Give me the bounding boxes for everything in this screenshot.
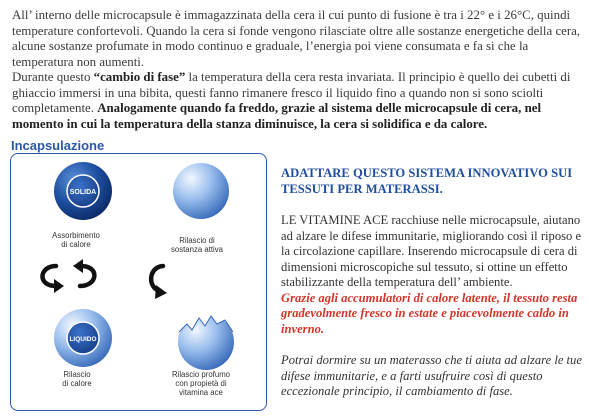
cycle-arrowhead-left [54,279,64,293]
single-arrowhead [155,285,167,299]
right-heading: ADATTARE QUESTO SISTEMA INNOVATIVO SUI TESSUTI PER MATERASSI. [281,166,573,196]
label-assorbimento-line2: di calore [61,240,91,249]
intro-phase-change: “cambio di fase” [93,70,186,84]
intro-paragraph-1: All’ interno delle microcapsule è immagazzinata della cera il cui punto di fusione è tra i 22° e i 26°C, quindi temperature confortevoli. Quando la cera si fonde vengono rilasciate oltre alle sostanze energetiche della cera, alcune sostanze profumate in modo continuo e graduale, l’energia poi viene consumata e fa si che la temperatura non aumenti. [12,8,581,69]
intro-p2-start: Durante questo [12,70,94,84]
label-rilascio-calore-line1: Rilascio [63,370,91,379]
label-rilascio-calore-line2: di calore [62,379,92,388]
light-capsule [173,163,229,219]
solida-label: SOLIDA [69,189,97,196]
right-column [281,166,583,400]
label-assorbimento-line1: Assorbimento [52,231,100,240]
label-rilascio-profumo-line2: con propietà di [175,379,227,388]
right-highlight: Grazie agli accumulatori di calore latente, il tessuto resta gradevolmente fresco in estate e piacevolmente caldo in inverno. [281,290,578,336]
right-body: LE VITAMINE ACE racchiuse nelle microcapsule, aiutano ad alzare le difese immunitarie, migliorando così il riposo e la circolazione capillare. Inserendo microcapsule di cera di dimensioni microscopiche sul tessuto, si ottine un effetto stabilizzante della temperatura dell’ ambiente. [281,213,582,289]
solid-capsule [54,162,112,220]
broken-capsule [178,311,234,370]
label-rilascio-sostanza-line1: Rilascio di [179,236,215,245]
encapsulation-diagram [10,153,267,411]
label-rilascio-sostanza [161,236,233,254]
intro-p2-bold: Analogamente quando fa freddo, grazie al sistema delle microcapsule di cera, nel momento in cui la temperatura della stanza diminuisce, la cera si solidifica e da calore. [12,101,542,131]
cycle-arrow-left [42,266,56,286]
intro-text [12,8,582,132]
label-rilascio-profumo [161,370,241,397]
right-closing: Potrai dormire su un materasso che ti aiuta ad alzare le tue difese immunitarie, e a farti usufruire così di questo eccezionale principio, il cambiamento di fase. [281,353,582,398]
liquido-label: LIQUIDO [69,336,97,343]
intro-p2-middle: la temperatura della cera resta invariata. Il principio è quello dei cubetti di ghiaccio immersi in una bibita, questi fanno rimanere fresco il liquido fino a quando non si sono sciolti completamente. [12,70,571,115]
label-rilascio-profumo-line3: vitamina ace [179,388,223,397]
cycle-arrowhead-right [73,259,83,273]
section-title: Incapsulazione [11,138,105,153]
label-rilascio-sostanza-line2: sostanza attiva [170,245,223,254]
label-rilascio-profumo-line1: Rilascio profumo [171,370,231,379]
intro-paragraph-2 [12,70,582,132]
label-rilascio-calore [47,370,107,388]
label-assorbimento [41,231,111,249]
liquid-capsule [54,309,112,367]
